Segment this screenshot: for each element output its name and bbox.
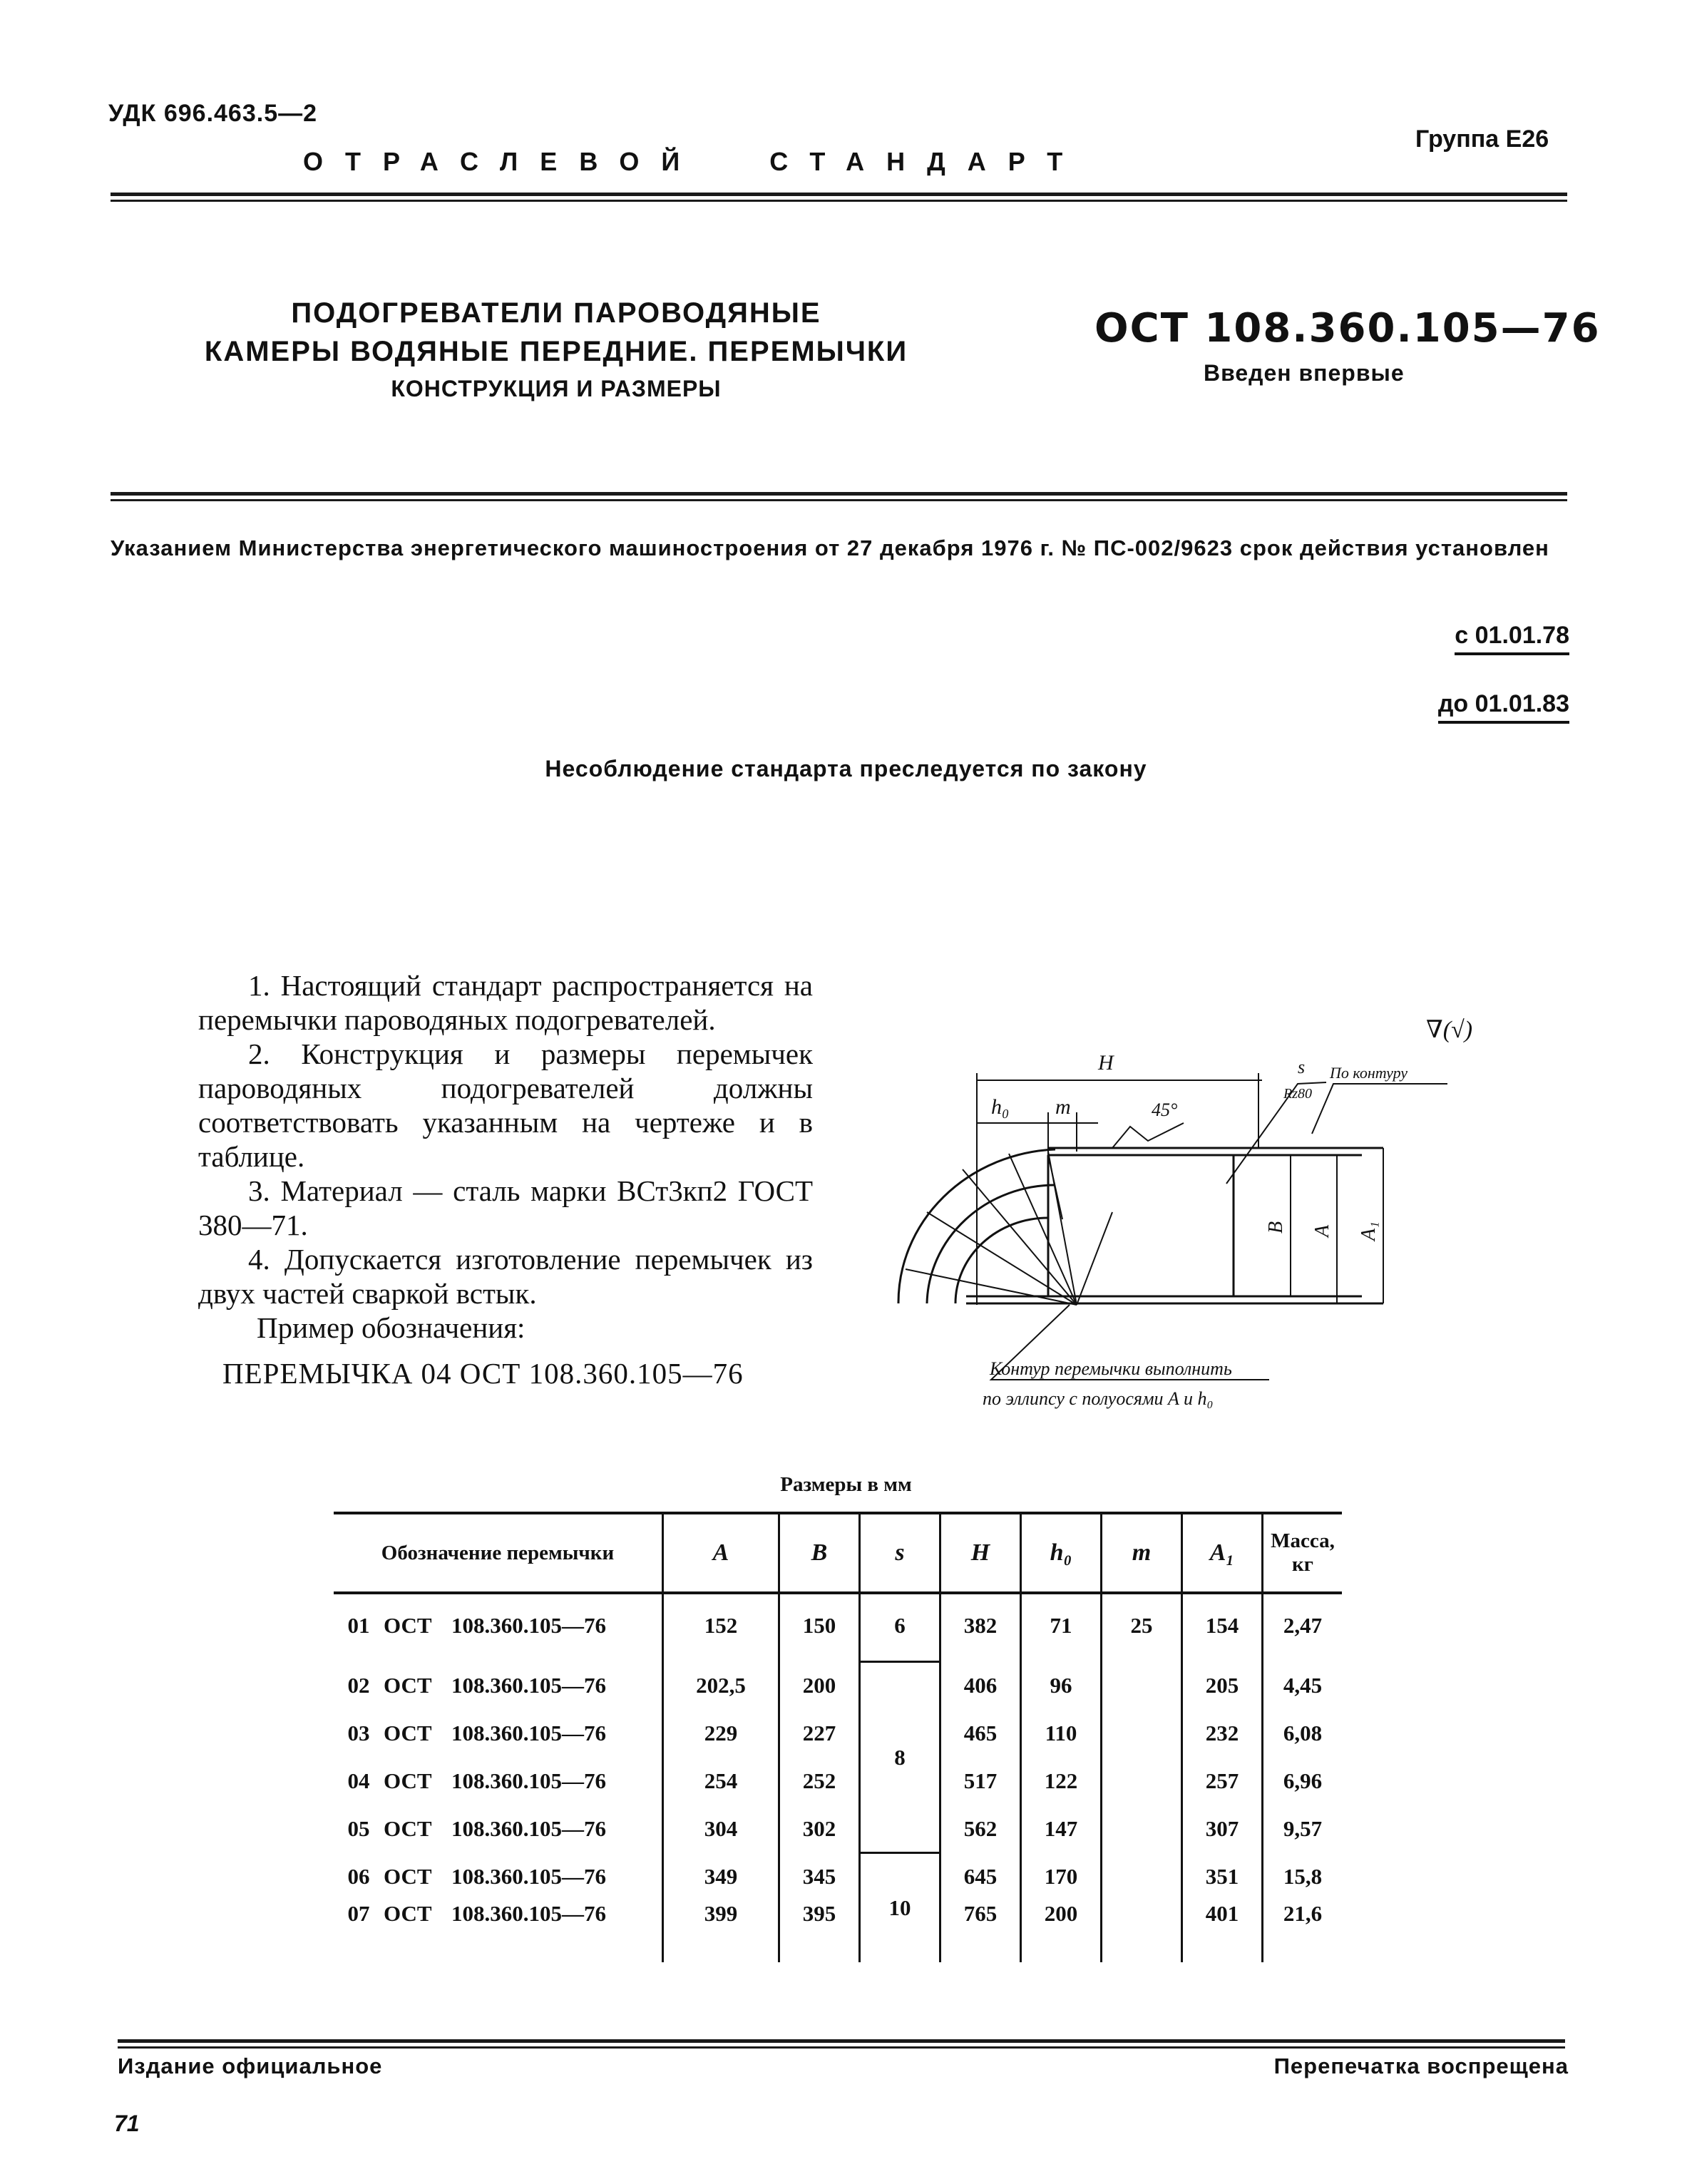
cell-mass: 4,45 <box>1263 1662 1343 1710</box>
paragraph-1: 1. Настоящий стандарт распространяется на перемычки пароводяных подогревателей. <box>198 969 813 1036</box>
label-B: B <box>1265 1221 1287 1234</box>
cell-H: 517 <box>940 1758 1021 1805</box>
cell-mass: 21,6 <box>1263 1901 1343 1962</box>
ost-number: ОСТ 108.360.105—76 <box>1094 305 1601 352</box>
udk-code: УДК 696.463.5—2 <box>108 100 318 127</box>
page-number: 71 <box>114 2111 140 2136</box>
leader-45 <box>1112 1123 1184 1148</box>
table-row <box>334 1662 1342 1710</box>
cell-designation: 04 ОСТ 108.360.105—76 <box>347 1768 606 1793</box>
drawing-note-line-2: по эллипсу с полуосями A и h₀ <box>983 1388 1214 1409</box>
group-code: Группа Е26 <box>1415 125 1549 153</box>
document-title <box>178 294 934 406</box>
cell-h0: 200 <box>1021 1901 1102 1962</box>
cell-B: 252 <box>779 1758 860 1805</box>
header-m: m <box>1102 1513 1182 1593</box>
table-row <box>334 1710 1342 1758</box>
cell-designation: 05 ОСТ 108.360.105—76 <box>347 1816 606 1841</box>
example-label: Пример обозначения: <box>257 1311 525 1344</box>
cell-A: 399 <box>663 1901 779 1962</box>
header-s: s <box>860 1513 940 1593</box>
cell-A1: 307 <box>1182 1805 1263 1853</box>
cell-h0: 71 <box>1021 1593 1102 1662</box>
drawing-ray <box>1009 1154 1077 1305</box>
paragraph-3: 3. Материал — сталь марки ВСт3кп2 ГОСТ 380—71. <box>198 1174 813 1241</box>
header-h0: h₀ <box>1021 1513 1102 1593</box>
table-caption: Размеры в мм <box>780 1473 912 1496</box>
cell-mass: 6,08 <box>1263 1710 1343 1758</box>
cell-s: 10 <box>860 1853 940 1962</box>
cell-H: 765 <box>940 1901 1021 1962</box>
header-A1: A₁ <box>1182 1513 1263 1593</box>
label-contour: По контуру <box>1330 1064 1408 1082</box>
cell-designation: 03 ОСТ 108.360.105—76 <box>347 1721 606 1745</box>
cell-designation: 02 ОСТ 108.360.105—76 <box>347 1673 606 1698</box>
cell-H: 465 <box>940 1710 1021 1758</box>
cell-H: 562 <box>940 1805 1021 1853</box>
cell-B: 395 <box>779 1901 860 1962</box>
title-line-3: КОНСТРУКЦИЯ И РАЗМЕРЫ <box>391 376 722 401</box>
cell-A: 254 <box>663 1758 779 1805</box>
table-row <box>334 1758 1342 1805</box>
label-A: A <box>1311 1224 1333 1237</box>
cell-A: 304 <box>663 1805 779 1853</box>
edition-note: Издание официальное <box>118 2054 383 2078</box>
cell-mass: 9,57 <box>1263 1805 1343 1853</box>
label-m: m <box>1055 1095 1071 1119</box>
legal-notice: Несоблюдение стандарта преследуется по закону <box>545 756 1147 781</box>
cell-designation: 07 ОСТ 108.360.105—76 <box>347 1900 606 1926</box>
cell-H: 382 <box>940 1593 1021 1662</box>
cell-B: 150 <box>779 1593 860 1662</box>
cell-mass: 6,96 <box>1263 1758 1343 1805</box>
cell-mass: 15,8 <box>1263 1853 1343 1901</box>
header-word-1: ОТРАСЛЕВОЙ <box>303 147 702 176</box>
cell-designation: 06 ОСТ 108.360.105—76 <box>347 1864 606 1889</box>
cell-h0: 170 <box>1021 1853 1102 1901</box>
header-designation: Обозначение перемычки <box>381 1541 615 1564</box>
validity-to: до 01.01.83 <box>1438 690 1569 724</box>
approval-text: Указанием Министерства энергетического машиностроения от 27 декабря 1976 г. № ПС-002/9623 срок действия установлен <box>111 535 1549 560</box>
header-title <box>303 147 1085 177</box>
label-H: H <box>1098 1051 1114 1075</box>
body-text <box>198 968 813 1311</box>
header-word-2: СТАНДАРТ <box>769 147 1085 176</box>
cell-A1: 154 <box>1182 1593 1263 1662</box>
paragraph-4: 4. Допускается изготовление перемычек из двух частей сваркой встык. <box>198 1243 813 1310</box>
cell-A1: 257 <box>1182 1758 1263 1805</box>
cell-B: 302 <box>779 1805 860 1853</box>
title-line-2: КАМЕРЫ ВОДЯНЫЕ ПЕРЕДНИЕ. ПЕРЕМЫЧКИ <box>204 336 908 367</box>
example-value: ПЕРЕМЫЧКА 04 ОСТ 108.360.105—76 <box>222 1357 744 1390</box>
validity-from: с 01.01.78 <box>1455 622 1569 655</box>
cell-B: 227 <box>779 1710 860 1758</box>
label-rz: Rz80 <box>1283 1086 1312 1102</box>
cell-h0: 96 <box>1021 1662 1102 1710</box>
reprint-note: Перепечатка воспрещена <box>1273 2054 1569 2078</box>
cell-A: 229 <box>663 1710 779 1758</box>
cell-h0: 110 <box>1021 1710 1102 1758</box>
cell-H: 645 <box>940 1853 1021 1901</box>
paragraph-2: 2. Конструкция и размеры перемычек пароводяных подогревателей должны соответствовать указанным на чертеже и в таблице. <box>198 1037 813 1173</box>
cell-A1: 232 <box>1182 1710 1263 1758</box>
cell-h0: 122 <box>1021 1758 1102 1805</box>
header-H: H <box>940 1513 1021 1593</box>
header-B: B <box>779 1513 860 1593</box>
drawing-chamfer <box>1048 1155 1062 1219</box>
dimensions-table <box>334 1512 1342 1962</box>
table-row <box>334 1853 1342 1901</box>
cell-A1: 401 <box>1182 1901 1263 1962</box>
cell-s: 6 <box>860 1593 940 1662</box>
ost-intro-note: Введен впервые <box>1204 360 1405 386</box>
title-rule <box>111 492 1567 501</box>
label-45: 45° <box>1152 1099 1178 1120</box>
drawing-ellipse-inner <box>955 1218 1048 1303</box>
cell-designation: 01 ОСТ 108.360.105—76 <box>347 1613 606 1638</box>
drawing-ray <box>927 1212 1077 1305</box>
cell-m: 25 <box>1102 1593 1182 1962</box>
cell-A1: 205 <box>1182 1662 1263 1710</box>
table-row <box>334 1805 1342 1853</box>
cell-s: 8 <box>860 1662 940 1853</box>
cell-H: 406 <box>940 1662 1021 1710</box>
header-A: A <box>663 1513 779 1593</box>
label-h0: h₀ <box>991 1095 1010 1119</box>
table-row <box>334 1593 1342 1662</box>
cell-B: 200 <box>779 1662 860 1710</box>
cell-B: 345 <box>779 1853 860 1901</box>
cell-A: 202,5 <box>663 1662 779 1710</box>
table-row <box>334 1901 1342 1962</box>
technical-drawing <box>884 998 1512 1426</box>
table-header-row <box>334 1513 1342 1593</box>
cell-A: 152 <box>663 1593 779 1662</box>
header-rule <box>111 193 1567 202</box>
roughness-mark: ∇(√) <box>1426 1017 1473 1043</box>
drawing-note-line-1: Контур перемычки выполнить <box>990 1358 1232 1379</box>
cell-mass: 2,47 <box>1263 1593 1343 1662</box>
cell-A: 349 <box>663 1853 779 1901</box>
leader-contour <box>1312 1084 1447 1134</box>
footer-rule <box>118 2039 1565 2049</box>
cell-A1: 351 <box>1182 1853 1263 1901</box>
drawing-ray <box>1077 1212 1112 1305</box>
cell-h0: 147 <box>1021 1805 1102 1853</box>
header-mass: Масса, кг <box>1263 1513 1343 1593</box>
title-line-1: ПОДОГРЕВАТЕЛИ ПАРОВОДЯНЫЕ <box>291 297 821 329</box>
label-A1: A₁ <box>1358 1221 1380 1241</box>
label-s: s <box>1298 1057 1306 1077</box>
